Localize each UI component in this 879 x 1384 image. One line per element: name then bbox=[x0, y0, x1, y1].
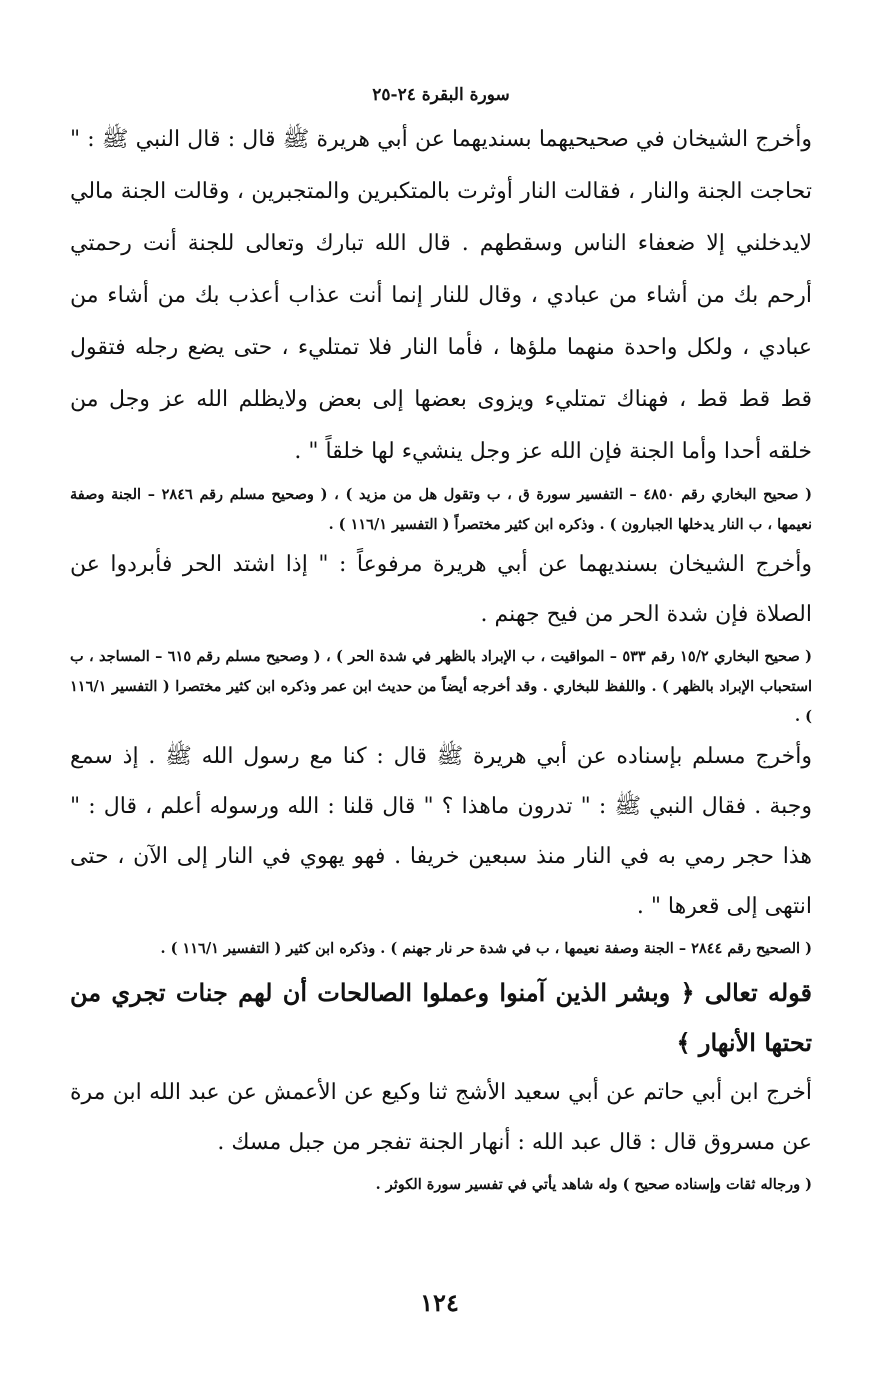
footnote-1: ( صحيح البخاري رقم ٤٨٥٠ – التفسير سورة ق ، ب وتقول هل من مزيد ) ، ( وصحيح مسلم رقم ٢٨٤٦ – الجنة وصفة نعيمها ، ب النار يدخلها الجبارون ) . وذكره ابن كثير مختصراً ( التفسير ١١٦/١ ) . bbox=[70, 486, 813, 533]
footnote-2: ( صحيح البخاري ١٥/٢ رقم ٥٣٣ – المواقيت ، ب الإبراد بالظهر في شدة الحر ) ، ( وصحيح مسلم رقم ٦١٥ – المساجد ، ب استحباب الإبراد بالظهر ) . واللفظ للبخاري . وقد أخرجه أيضاً من حديث ابن عمر وذكره ابن كثير مختصرا ( التفسير ١١٦/١ ) . bbox=[70, 648, 813, 725]
hadith-paragraph-4: أخرج ابن أبي حاتم عن أبي سعيد الأشج ثنا وكيع عن الأعمش عن عبد الله ابن مرة عن مسروق قال : قال عبد الله : أنهار الجنة تفجر من جبل مسك . bbox=[70, 1080, 812, 1155]
hadith-paragraph-2: وأخرج الشيخان بسنديهما عن أبي هريرة مرفوعاً : " إذا اشتد الحر فأبردوا عن الصلاة فإن شدة الحر من فيح جهنم . bbox=[70, 552, 812, 627]
footnote-3: ( الصحيح رقم ٢٨٤٤ – الجنة وصفة نعيمها ، ب في شدة حر نار جهنم ) . وذكره ابن كثير ( التفسير ١١٦/١ ) . bbox=[160, 940, 812, 957]
page-body bbox=[70, 80, 812, 1200]
running-head: سورة البقرة ٢٤-٢٥ bbox=[372, 85, 510, 105]
hadith-paragraph-3: وأخرج مسلم بإسناده عن أبي هريرة ﷺ قال : كنا مع رسول الله ﷺ . إذ سمع وجبة . فقال النبي ﷺ : " تدرون ماهذا ؟ " قال قلنا : الله ورسوله أعلم ، قال : " هذا حجر رمي به في النار منذ سبعين خريفا . فهو يهوي في النار إلى الآن ، حتى انتهى إلى قعرها " . bbox=[70, 744, 812, 919]
footnote-4: ( ورجاله ثقات وإسناده صحيح ) وله شاهد يأتي في تفسير سورة الكوثر . bbox=[375, 1176, 812, 1193]
verse-heading: قوله تعالى ﴿ وبشر الذين آمنوا وعملوا الصالحات أن لهم جنات تجري من تحتها الأنهار ﴾ bbox=[70, 978, 812, 1057]
hadith-paragraph-1: وأخرج الشيخان في صحيحيهما بسنديهما عن أبي هريرة ﷺ قال : قال النبي ﷺ : " تحاجت الجنة والنار ، فقالت النار أوثرت بالمتكبرين والمتجبرين ، وقالت الجنة مالي لايدخلني إلا ضعفاء الناس وسقطهم . قال الله تبارك وتعالى للجنة أنت رحمتي أرحم بك من أشاء من عبادي ، وقال للنار إنما أنت عذاب أعذب بك من أشاء من عبادي ، ولكل واحدة منهما ملؤها ، فأما النار فلا تمتليء ، حتى يضع رجله فتقول قط قط قط ، فهناك تمتليء ويزوى بعضها إلى بعض ولايظلم الله عز وجل من خلقه أحدا وأما الجنة فإن الله عز وجل ينشيء لها خلقاً " . bbox=[70, 127, 812, 464]
page-number: ١٢٤ bbox=[420, 1288, 459, 1317]
